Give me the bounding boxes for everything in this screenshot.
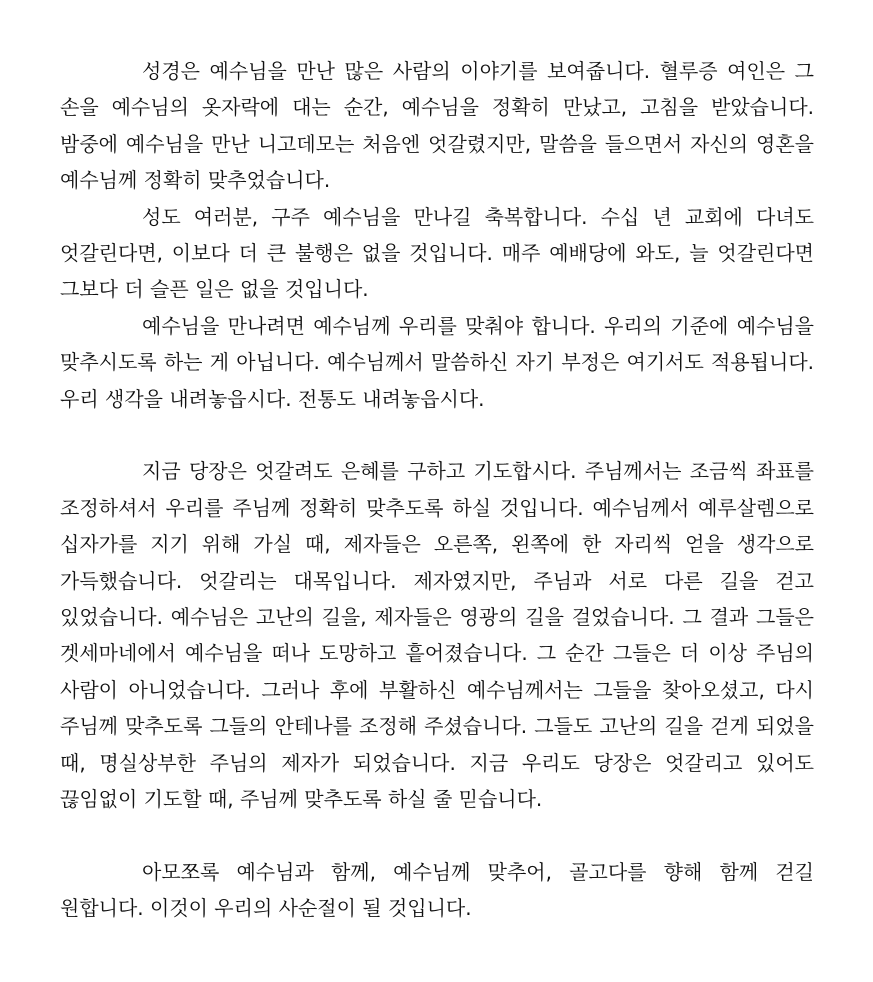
document-body — [60, 53, 814, 927]
paragraph-1: 성경은 예수님을 만난 많은 사람의 이야기를 보여줍니다. 혈루증 여인은 그 손을 예수님의 옷자락에 대는 순간, 예수님을 정확히 만났고, 고침을 받았습니다. 밤중에 예수님을 만난 니고데모는 처음엔 엇갈렸지만, 말씀을 들으면서 자신의 영혼을 예수님께 정확히 맞추었습니다. — [60, 59, 814, 193]
paragraph-spacer — [60, 818, 814, 854]
paragraph-spacer — [60, 417, 814, 453]
paragraph-5: 아모쪼록 예수님과 함께, 예수님께 맞추어, 골고다를 향해 함께 걷길 원합니다. 이것이 우리의 사순절이 될 것입니다. — [60, 859, 814, 921]
paragraph-3: 예수님을 만나려면 예수님께 우리를 맞춰야 합니다. 우리의 기준에 예수님을 맞추시도록 하는 게 아닙니다. 예수님께서 말씀하신 자기 부정은 여기서도 적용됩니다. 우리 생각을 내려놓읍시다. 전통도 내려놓읍시다. — [60, 313, 814, 411]
paragraph-4: 지금 당장은 엇갈려도 은혜를 구하고 기도합시다. 주님께서는 조금씩 좌표를 조정하셔서 우리를 주님께 정확히 맞추도록 하실 것입니다. 예수님께서 예루살렘으로 십자가를 지기 위해 가실 때, 제자들은 오른쪽, 왼쪽에 한 자리씩 얻을 생각으로 가득했습니다. 엇갈리는 대목입니다. 제자였지만, 주님과 서로 다른 길을 걷고 있었습니다. 예수님은 고난의 길을, 제자들은 영광의 길을 걸었습니다. 그 결과 그들은 겟세마네에서 예수님을 떠나 도망하고 흩어졌습니다. 그 순간 그들은 더 이상 주님의 사람이 아니었습니다. 그러나 후에 부활하신 예수님께서는 그들을 찾아오셨고, 다시 주님께 맞추도록 그들의 안테나를 조정해 주셨습니다. 그들도 고난의 길을 걷게 되었을 때, 명실상부한 주님의 제자가 되었습니다. 지금 우리도 당장은 엇갈리고 있어도 끊임없이 기도할 때, 주님께 맞추도록 하실 줄 믿습니다. — [60, 459, 814, 812]
paragraph-2: 성도 여러분, 구주 예수님을 만나길 축복합니다. 수십 년 교회에 다녀도 엇갈린다면, 이보다 더 큰 불행은 없을 것입니다. 매주 예배당에 와도, 늘 엇갈린다면 그보다 더 슬픈 일은 없을 것입니다. — [60, 204, 814, 302]
